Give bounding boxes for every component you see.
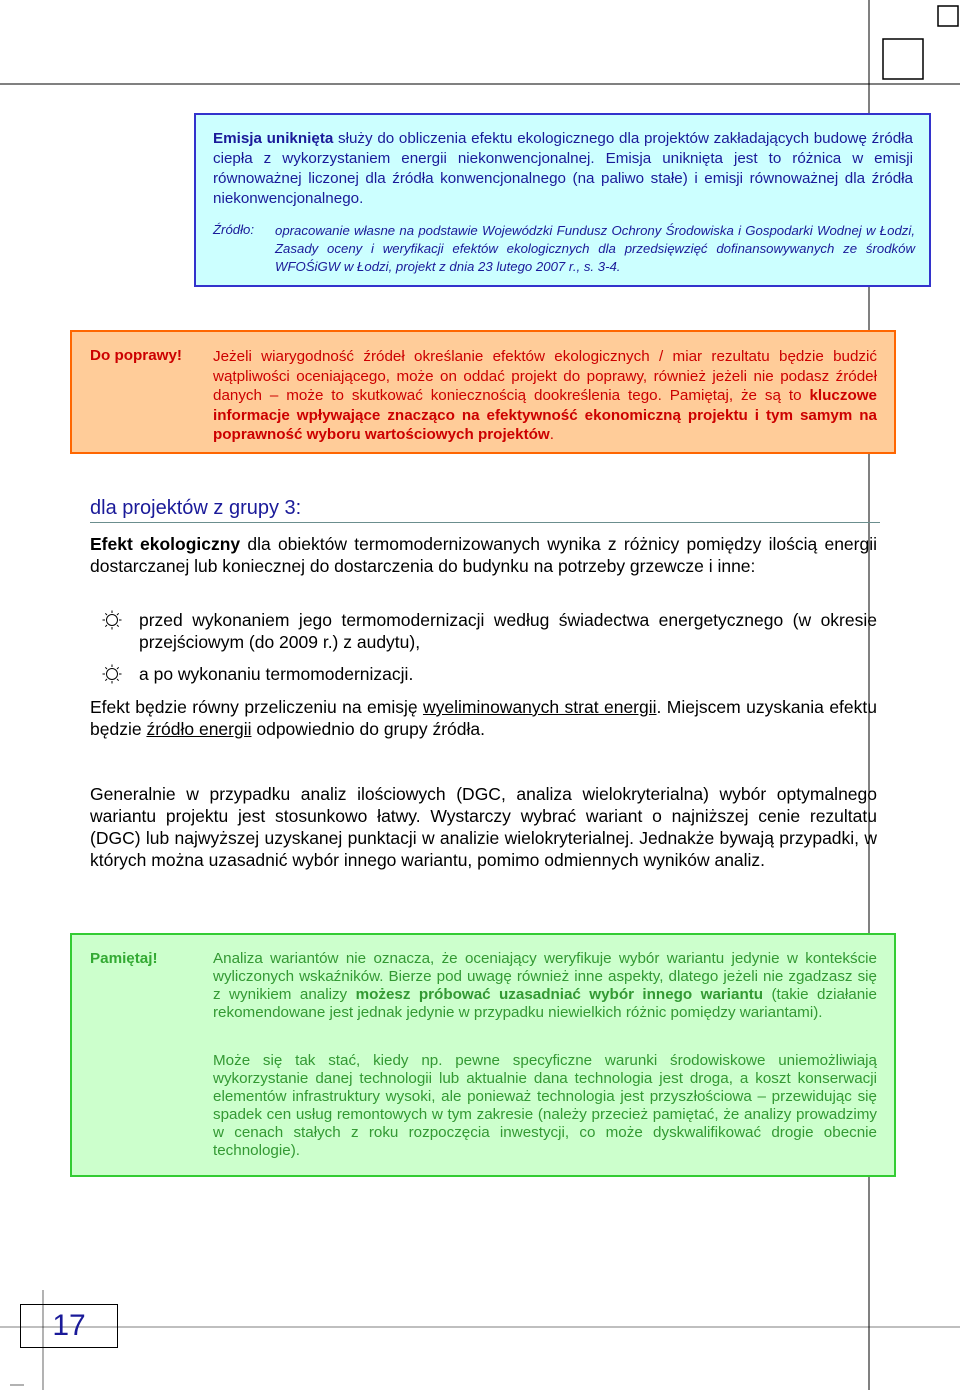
- fix-text-end: .: [549, 426, 554, 443]
- source-label: Źródło:: [213, 222, 255, 237]
- source-text: opracowanie własne na podstawie Wojewódzki Fundusz Ochrony Środowiska i Gospodarki Wodnej w Łodzi, Zasady oceny i weryfikacji efektów ekologicznych dla przedsięwzięć dofinansowywanych ze środków WFOŚiGW w Łodzi, projekt z dnia 23 lutego 2007 r., s. 3-4.: [275, 223, 915, 274]
- paragraph-effect: [90, 533, 877, 577]
- fix-label: Do poprawy!: [90, 347, 182, 364]
- section-divider: [90, 522, 880, 523]
- note-label: Pamiętaj!: [90, 950, 158, 967]
- info-paragraph: [213, 129, 913, 209]
- note-paragraph-2: Może się tak stać, kiedy np. pewne specyficzne warunki środowiskowe uniemożliwiają wykorzystanie danej technologii lub aktualnie dana technologia jest droga, a koszt konserwacji elementów infrastruktury wysoki, ale ponieważ technologia jest przyszłościowa – przewidując się spadek cen usług remontowych w tym zakresie (należy przecież pamiętać, że analizy prowadzimy w cenach stałych z roku rozpoczęcia inwestycji, co może dyskwalifikować drogie obecnie technologie).: [213, 1052, 877, 1159]
- fix-text-bold: kluczowe informacje wpływające znacząco na efektywność ekonomiczną projektu i tym samym na poprawność wyboru wartościowych projektów: [213, 387, 877, 443]
- sun-bullet-icon: [102, 610, 122, 630]
- note-p1-a: Analiza wariantów nie oznacza, że oceniający weryfikuje wybór wariantu jedynie w kontekście wyliczonych wskaźników. Bierze pod uwagę również inne aspekty, dlatego jeżeli nie zgadzasz się z wynikiem analizy: [213, 950, 877, 1003]
- note-p1-b: (takie działanie rekomendowane jest jednak jedynie w przypadku niewielkich różnic pomiędzy wariantami).: [213, 986, 877, 1021]
- paragraph-emission: [90, 696, 877, 740]
- fix-text: [213, 347, 877, 445]
- emission-underline-source: źródło energii: [146, 719, 252, 739]
- fix-text-normal: Jeżeli wiarygodność źródeł określanie efektów ekologicznych / miar rezultatu będzie budzić wątpliwości oceniającego, może on oddać projekt do poprawy, również jeżeli nie podasz źródeł danych – może to skutkować koniecznością dookreślenia tego. Pamiętaj, że są to: [213, 348, 877, 404]
- emission-text-b: . Miejscem uzyskania efektu będzie: [90, 697, 877, 739]
- list-item: przed wykonaniem jego termomodernizacji według świadectwa energetycznego (w okresie przejściowym (do 2009 r.) z audytu),: [139, 610, 877, 652]
- info-lead: Emisja uniknięta: [213, 130, 334, 147]
- sun-bullet-icon: [102, 664, 122, 684]
- note-p1-bold: możesz próbować uzasadniać wybór innego wariantu: [355, 986, 764, 1003]
- emission-text-a: Efekt będzie równy przeliczeniu na emisję: [90, 697, 423, 717]
- info-text: służy do obliczenia efektu ekologicznego dla projektów zakładających budowę źródła ciepła z wykorzystaniem energii niekonwencjonalnej. Emisja uniknięta jest to różnica w emisji równoważnej liczonej dla źródła konwencjonalnego (na paliwo stałe) i emisji równoważnej dla źródła niekonwencjonalnego.: [213, 130, 913, 207]
- corner-box-small: [938, 6, 958, 26]
- note-paragraph-1: [213, 950, 877, 1022]
- section-heading: dla projektów z grupy 3:: [90, 497, 302, 519]
- page-number: 17: [52, 1309, 86, 1342]
- effect-term: Efekt ekologiczny: [90, 534, 241, 554]
- paragraph-general: Generalnie w przypadku analiz ilościowych (DGC, analiza wielokryterialna) wybór optymalnego wariantu projektu jest stosunkowo łatwy. Wystarczy wybrać wariant o najniższej cenie rezultatu (DGC) lub najwyższej uzyskanej punktacji w analizie wielokryterialnej. Jednakże bywają przypadki, w których można uzasadnić wybór innego wariantu, pomimo odmiennych wyników analiz.: [90, 784, 877, 870]
- emission-text-c: odpowiednio do grupy źródła.: [251, 719, 485, 739]
- emission-underline-losses: wyeliminowanych strat energii: [422, 697, 657, 717]
- effect-text: dla obiektów termomodernizowanych wynika z różnicy pomiędzy ilością energii dostarczanej lub koniecznej do dostarczenia do budynku na potrzeby grzewcze i inne:: [90, 534, 877, 576]
- list-item: a po wykonaniu termomodernizacji.: [139, 664, 414, 684]
- corner-box-large: [883, 39, 923, 79]
